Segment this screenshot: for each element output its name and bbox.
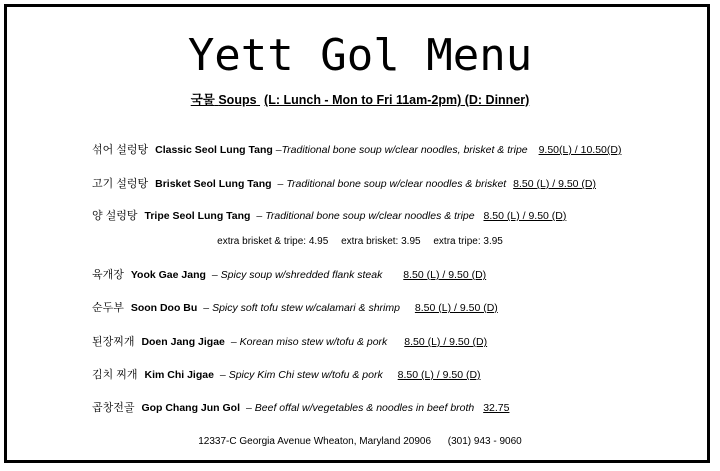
item-price: 8.50 (L) / 9.50 (D) (397, 369, 481, 381)
item-description: Spicy soft tofu stew w/calamari & shrimp (212, 302, 400, 314)
section-korean-label: 국물 (190, 93, 215, 107)
item-korean-name: 육개장 (92, 269, 124, 281)
item-korean-name: 고기 설렁탕 (92, 178, 149, 190)
item-price: 8.50 (L) / 9.50 (D) (404, 336, 488, 348)
item-name: Classic Seol Lung Tang (155, 144, 273, 156)
footer-contact (0, 436, 720, 447)
item-korean-name: 순두부 (92, 302, 124, 314)
item-korean-name: 섞어 설렁탕 (92, 144, 149, 156)
item-price: 8.50 (L) / 9.50 (D) (483, 210, 567, 222)
hours-note: (L: Lunch - Mon to Fri 11am-2pm) (D: Dinner) (264, 93, 530, 107)
item-separator: – (211, 269, 218, 281)
item-separator: – (230, 336, 237, 348)
item-price: 8.50 (L) / 9.50 (D) (513, 178, 596, 190)
item-korean-name: 김치 찌개 (92, 369, 138, 381)
phone-number: (301) 943 - 9060 (447, 436, 522, 447)
item-name: Yook Gae Jang (130, 269, 206, 281)
menu-item (92, 299, 498, 315)
item-description: Beef offal w/vegetables & noodles in beef broth (254, 402, 475, 414)
item-description: Traditional bone soup w/clear noodles & tripe (265, 210, 475, 222)
menu-item (92, 175, 596, 191)
section-label: Soups (218, 93, 257, 107)
item-price: 9.50(L) / 10.50(D) (538, 144, 622, 156)
item-korean-name: 양 설렁탕 (92, 210, 138, 222)
menu-item (92, 333, 487, 349)
item-description: Traditional bone soup w/clear noodles & brisket (286, 178, 507, 190)
menu-title: Yett Gol Menu (187, 30, 533, 81)
item-price: 8.50 (L) / 9.50 (D) (414, 302, 498, 314)
menu-item (92, 266, 486, 282)
item-description: Spicy Kim Chi stew w/tofu & pork (228, 369, 383, 381)
extra-option: extra brisket & tripe: 4.95 (217, 236, 329, 247)
item-separator: – (219, 369, 226, 381)
item-korean-name: 곱창전골 (92, 402, 135, 414)
extra-option: extra brisket: 3.95 (341, 236, 421, 247)
menu-item (92, 207, 566, 223)
extras-line (0, 236, 720, 247)
address: 12337-C Georgia Avenue Wheaton, Maryland 20906 (198, 436, 431, 447)
menu-item (92, 399, 509, 415)
item-description: Korean miso stew w/tofu & pork (239, 336, 388, 348)
item-separator: – (245, 402, 252, 414)
item-price: 8.50 (L) / 9.50 (D) (403, 269, 487, 281)
menu-item (92, 141, 621, 157)
item-name: Gop Chang Jun Gol (141, 402, 241, 414)
item-separator: – (277, 178, 284, 190)
menu-item (92, 366, 481, 382)
item-separator: – (256, 210, 263, 222)
item-name: Kim Chi Jigae (144, 369, 214, 381)
item-name: Soon Doo Bu (130, 302, 198, 314)
item-description: Traditional bone soup w/clear noodles, brisket & tripe (281, 144, 528, 156)
item-separator: – (203, 302, 210, 314)
section-header (0, 90, 720, 108)
item-name: Tripe Seol Lung Tang (144, 210, 251, 222)
item-description: Spicy soup w/shredded flank steak (220, 269, 383, 281)
item-separator: – (275, 144, 282, 156)
extra-option: extra tripe: 3.95 (433, 236, 503, 247)
item-price: 32.75 (483, 402, 510, 414)
item-name: Doen Jang Jigae (141, 336, 225, 348)
item-korean-name: 된장찌개 (92, 336, 135, 348)
item-name: Brisket Seol Lung Tang (155, 178, 272, 190)
